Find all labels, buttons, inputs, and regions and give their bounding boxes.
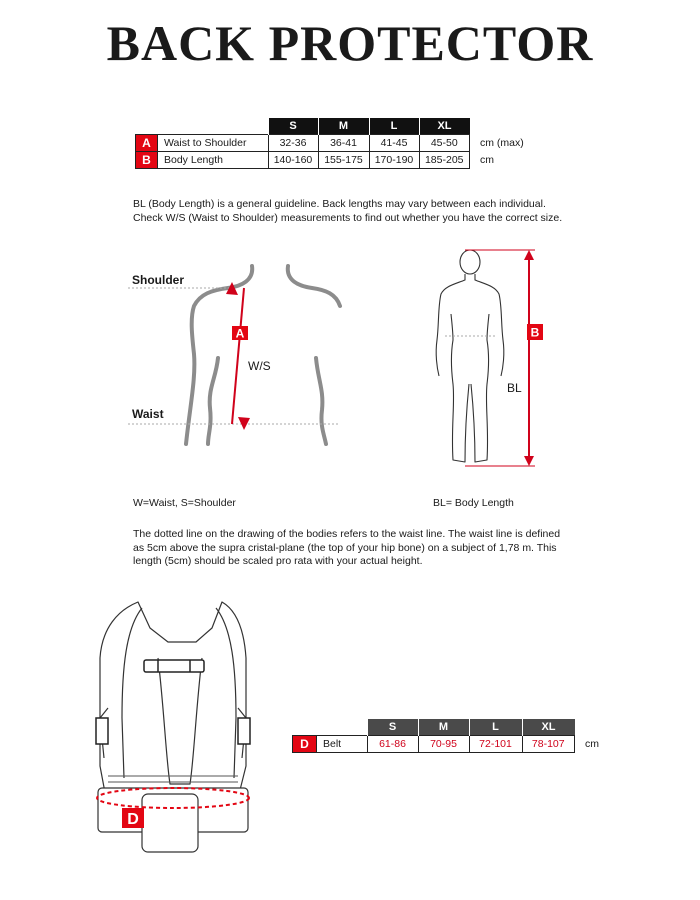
guideline-note — [133, 198, 562, 225]
table-cell: 72-101 — [469, 736, 522, 753]
table-cell: 45-50 — [419, 135, 470, 152]
size-header-m: M — [318, 118, 369, 135]
row-label: Body Length — [158, 152, 269, 169]
ws-arrow — [232, 288, 244, 424]
legend-bl: BL= Body Length — [433, 497, 514, 509]
note-line: length (5cm) should be scaled pro rata with your actual height. — [133, 555, 423, 567]
legend-ws: W=Waist, S=Shoulder — [133, 497, 236, 509]
size-header-s: S — [367, 719, 418, 736]
lower-pad — [142, 794, 198, 852]
row-unit: cm (max) — [480, 137, 524, 149]
back-silhouette — [186, 266, 340, 444]
note-line: as 5cm above the supra cristal-plane (the top of your hip bone) on a subject of 1,78 m. This — [133, 541, 557, 554]
size-header-s: S — [268, 118, 318, 135]
size-header-l: L — [369, 118, 419, 135]
table-header-row — [136, 118, 531, 135]
waist-line-note — [133, 528, 560, 569]
arrow-head-icon — [524, 250, 534, 260]
row-unit: cm — [480, 154, 494, 166]
vest-outline — [100, 602, 246, 798]
back-protector-figure — [78, 598, 268, 870]
table-cell: 36-41 — [318, 135, 369, 152]
size-table-belt — [292, 719, 610, 753]
table-cell: 140-160 — [268, 152, 318, 169]
size-header-xl: XL — [419, 118, 470, 135]
body-length-figure — [425, 244, 555, 470]
side-buckle-icon — [96, 718, 108, 744]
table-cell: 32-36 — [268, 135, 318, 152]
table-cell: 70-95 — [418, 736, 469, 753]
note-line: Check W/S (Waist to Shoulder) measurements to find out whether you have the correct size. — [133, 211, 563, 224]
table-cell: 185-205 — [419, 152, 470, 169]
marker-b: B — [530, 325, 540, 340]
note-line: The dotted line on the drawing of the bodies refers to the waist line. The waist line is defined — [133, 528, 561, 540]
table-cell: 41-45 — [369, 135, 419, 152]
bl-label: BL — [507, 381, 522, 395]
size-header-l: L — [469, 719, 522, 736]
chest-buckle-icon — [144, 660, 204, 672]
size-header-m: M — [418, 719, 469, 736]
row-code-d: D — [293, 736, 317, 753]
waist-label: Waist — [132, 407, 164, 421]
shoulder-label: Shoulder — [132, 273, 185, 287]
table-cell: 155-175 — [318, 152, 369, 169]
body-silhouette — [436, 250, 504, 462]
table-row — [136, 135, 531, 152]
row-label: Belt — [317, 736, 368, 753]
table-cell: 78-107 — [522, 736, 575, 753]
table-row — [136, 152, 531, 169]
page-title: BACK PROTECTOR — [106, 15, 594, 71]
row-unit: cm — [585, 738, 599, 750]
ws-label: W/S — [248, 359, 271, 373]
table-cell: 61-86 — [367, 736, 418, 753]
size-table-back-length — [135, 118, 531, 169]
table-row — [293, 736, 610, 753]
row-label: Waist to Shoulder — [158, 135, 269, 152]
note-line: BL (Body Length) is a general guideline. Back lengths may vary between each individual. — [133, 198, 546, 210]
back-measurement-figure — [128, 258, 378, 458]
size-header-xl: XL — [522, 719, 575, 736]
row-code-b: B — [136, 152, 158, 169]
table-cell: 170-190 — [369, 152, 419, 169]
table-header-row — [293, 719, 610, 736]
marker-a: A — [235, 326, 245, 341]
arrow-head-icon — [524, 456, 534, 466]
side-buckle-icon — [238, 718, 250, 744]
row-code-a: A — [136, 135, 158, 152]
marker-d: D — [127, 811, 139, 828]
